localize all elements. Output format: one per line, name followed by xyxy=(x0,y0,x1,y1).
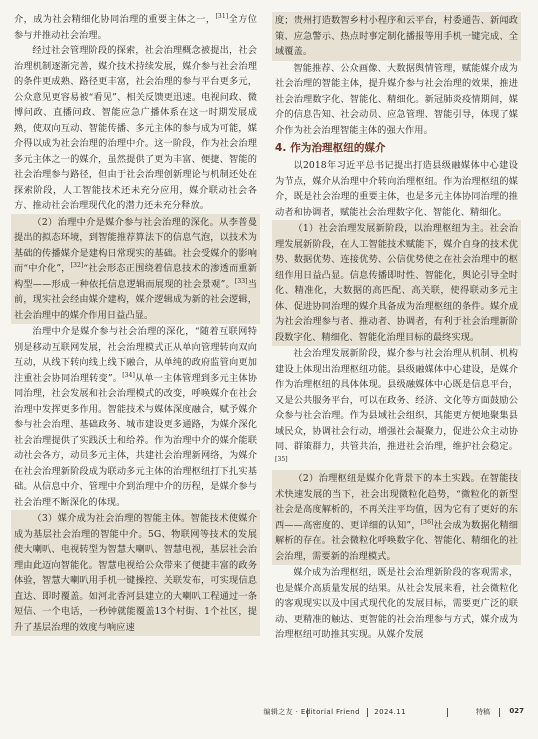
text: 介，成为社会精细化协同治理的重要主体之一， xyxy=(14,14,216,25)
paragraph xyxy=(275,346,518,470)
paragraph xyxy=(14,324,257,510)
page-footer xyxy=(0,707,538,719)
text: 全方位参与并推动社会治理。 xyxy=(14,14,257,41)
paragraph: 经过社会管理阶段的探索，社会治理概念被提出，社会治理机制逐渐完善，媒介技术持续发展，媒介参与社会治理的条件更成熟、路径更丰富，社会治理的参与平台更多元，公众意见更容易被“看见”、相关反馈更迅速。电视问政、微博问政、直播问政、智能应急广播体系在这一时期发展成熟，使双向互动、智能传播、多元主体的参与成为可能，媒介得以成为社会治理的治理中介。这一阶段，作为社会治理多元主体之一的媒介，虽然提供了更为丰富、便捷、智能的社会治理参与路径，但由于社会治理创新理论与机制还处在探索阶段，人工智能技术还未充分应用，媒介联动社会各方、推动社会治理现代化的潜力还未充分释放。 xyxy=(14,45,257,211)
highlighted-block xyxy=(272,220,521,346)
paragraph xyxy=(275,471,518,564)
journal-name xyxy=(263,707,406,717)
paragraph: 媒介成为治理枢纽，既是社会治理新阶段的客观需求，也是媒介高质量发展的结果。从社会发展来看，社会微粒化的客观现实以及中国式现代化的发展目标，需要更广泛的联动、更精准的触达、更智能的社会治理参与方式，媒介成为治理枢纽可助推其实现。从媒介发展 xyxy=(275,567,518,640)
divider xyxy=(367,708,368,717)
highlighted-block xyxy=(11,214,260,325)
text: （2）治理中介是媒介参与社会治理的深化。从李普曼提出的拟态环境，到智能推荐算法下的信息气泡，以技术为基础的传播媒介是建构日常现实的基础。社会受媒介的影响而“中介化”， xyxy=(14,216,257,274)
paragraph: （1）社会治理发展新阶段，以治理枢纽为主。社会治理发展新阶段，在人工智能技术赋能下，媒介自身的技术优势、数据优势、连接优势、公信优势使之在社会治理中的枢纽作用日益凸显。信息传播即时性、智能化，舆论引导全时化、精准化，大数据的高匹配、高关联，使得联动多元主体、促进协同治理的媒介具备成为治理枢纽的条件。媒介成为社会治理参与者、推动者、协调者，有利于社会治理新阶段数字化、精细化、智能化治理目标的最终实现。 xyxy=(275,223,518,343)
paragraph: 度；贵州打造数智乡村小程序和云平台，村委通告、新闻政策、应急警示、热点时事定制化播报等用手机一键完成、全域覆盖。 xyxy=(275,15,518,57)
paragraph: 智能推荐、公众画像、大数据舆情管理，赋能媒介成为社会治理的智能主体，提升媒介参与社会治理的效果，推进社会治理数字化、智能化、精细化。新冠肺炎疫情期间，媒介的信息告知、社会动员、应急管理、智能引导，体现了媒介作为社会治理智能主体的强大作用。 xyxy=(275,62,518,136)
text: （2）治理枢纽是媒介化背景下的本土实践。在智能技术快速发展的当下，社会出现微粒化趋势，“微粒化的新型社会是高度解析的，不再关注平均值，因为它有了更好的东西——高密度的、更详细的认知”， xyxy=(275,473,518,531)
paragraph xyxy=(14,215,257,324)
left-column xyxy=(14,12,257,636)
text: 从单一主体管理到多元主体协同治理，社会发展和社会治理模式的改变，呼唤媒介在社会治理中发挥更多作用。智能技术与媒体深度融合，赋予媒介参与社会治理、基础政务、城市建设更多通路，为媒介深化社会治理提供了实践沃土和给养。作为治理中介的媒介能联动社会各方，动员多元主体，共建社会治理新网络，为媒介在社会治理新阶段成为联动多元主体的治理枢纽打下扎实基础。从信息中介、管理中介到治理中介的历程，是媒介参与社会治理不断深化的体现。 xyxy=(14,372,257,508)
citation: [33] xyxy=(234,277,248,285)
text: 当前，现实社会经由媒介建构，媒介逻辑成为新的社会逻辑，社会治理中的媒介作用日益凸显。 xyxy=(14,278,257,321)
paragraph: （3）媒介成为社会治理的智能主体。智能技术使媒介成为基层社会治理的智能中介。5G、物联网等技术的发展使大喇叭、电视转型为智慧大喇叭、智慧电视，基层社会治理由此迈向智能化。智慧电视给公众带来了便捷丰富的政务体验，智慧大喇叭用手机一键操控、关联发布，可实现信息直达、即时覆盖。如河北香河县建立的大喇叭工程通过一条短信、一个电话，一秒钟就能覆盖13个村街、1个社区，提升了基层治理的效度与响应速 xyxy=(14,513,257,633)
citation: [35] xyxy=(275,455,288,463)
citation: [34] xyxy=(122,371,135,379)
text: “社会形态正围绕着信息技术的渗透而重新构型——形成一种依托信息逻辑而展现的社会景观”。 xyxy=(14,263,257,290)
text: 社会成为数据化精细解析的存在。社会微粒化呼唤数字化、智能化、精细化的社会治理，需要新的治理模式。 xyxy=(275,519,519,562)
right-column xyxy=(275,12,518,643)
text: 社会治理发展新阶段，媒介参与社会治理从机制、机构建设上体现出治理枢纽功能。县级融媒体中心建设，是媒介作为治理枢纽的具体体现。县级融媒体中心既是信息平台，又是公共服务平台，可以在政务、经济、文化等方面鼓励公众参与社会治理。作为县域社会组织，其能更方便地聚集县域民众，协调社会行动，增强社会凝聚力，促进公众主动协同、群策群力，共管共治，推进社会治理，维护社会稳定。 xyxy=(275,348,518,452)
highlighted-block xyxy=(11,510,260,636)
section-title: 4. 作为治理枢纽的媒介 xyxy=(275,142,386,154)
citation: [32] xyxy=(70,261,84,269)
paragraph: 以2018年习近平总书记提出打造县级融媒体中心建设为节点，媒介从治理中介转向治理枢纽。作为治理枢纽的媒介，既是社会治理的重要主体，也是多元主体协同治理的推动者和协调者，赋能社会治理数字化、智能化、精细化。 xyxy=(275,160,518,218)
divider xyxy=(447,708,448,717)
text: 治理中介是媒介参与社会治理的深化，“随着互联网特别是移动互联网发展，社会治理模式正从单向管理转向双向互动，从线下转向线上线下融合，从单纯的政府监管向更加注重社会协同治理转变”。 xyxy=(14,326,257,384)
journal-title: 编辑之友 · Editorial Friend xyxy=(263,708,360,716)
page-number: 027 xyxy=(509,707,524,715)
citation: [36] xyxy=(420,518,434,526)
highlighted-block xyxy=(272,12,521,61)
paragraph xyxy=(14,12,257,43)
highlighted-block xyxy=(272,470,521,565)
issue-number: 2024.11 xyxy=(374,708,406,716)
column-name: 特稿 xyxy=(476,708,490,716)
citation: [31] xyxy=(215,12,229,20)
divider xyxy=(499,708,500,717)
